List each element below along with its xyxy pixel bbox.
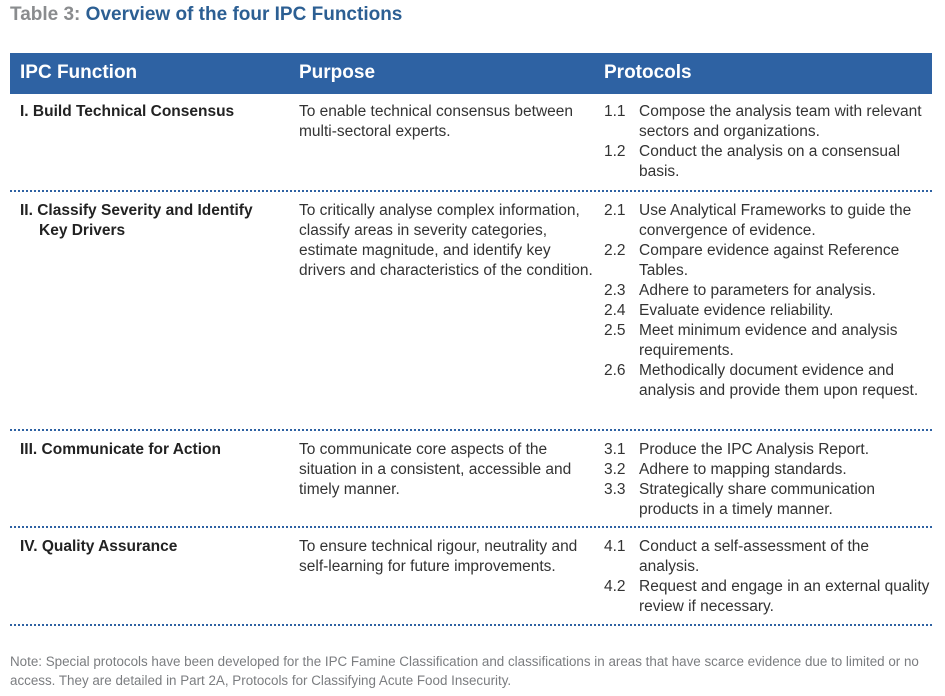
row-divider bbox=[10, 429, 932, 431]
protocol-text: Adhere to parameters for analysis. bbox=[639, 282, 876, 299]
function-name: I. Build Technical Consensus bbox=[20, 103, 235, 120]
protocol-text: Produce the IPC Analysis Report. bbox=[639, 441, 870, 458]
protocol-item bbox=[604, 440, 930, 460]
protocol-text: Adhere to mapping standards. bbox=[639, 461, 847, 478]
protocols-cell bbox=[604, 440, 930, 520]
function-cell bbox=[20, 201, 282, 241]
protocol-number: 2.4 bbox=[604, 302, 626, 319]
protocol-number: 2.5 bbox=[604, 322, 626, 339]
protocol-text: Compare evidence against Reference Tables. bbox=[639, 242, 900, 279]
protocol-number: 2.6 bbox=[604, 362, 626, 379]
header-ipc-function: IPC Function bbox=[20, 62, 138, 83]
protocol-number: 2.1 bbox=[604, 202, 626, 219]
function-cell bbox=[20, 537, 282, 557]
protocol-item bbox=[604, 301, 930, 321]
protocol-text: Use Analytical Frameworks to guide the convergence of evidence. bbox=[639, 202, 912, 239]
protocol-number: 3.2 bbox=[604, 461, 626, 478]
table-header bbox=[10, 53, 932, 94]
protocol-item bbox=[604, 361, 930, 401]
protocol-item bbox=[604, 537, 930, 577]
header-purpose: Purpose bbox=[299, 62, 376, 83]
protocol-item bbox=[604, 577, 930, 617]
purpose-cell: To communicate core aspects of the situation in a consistent, accessible and timely manner. bbox=[299, 441, 572, 498]
protocol-item bbox=[604, 281, 930, 301]
protocol-item bbox=[604, 201, 930, 241]
protocols-cell bbox=[604, 102, 930, 182]
protocol-text: Methodically document evidence and analysis and provide them upon request. bbox=[639, 362, 919, 399]
protocol-text: Meet minimum evidence and analysis requirements. bbox=[639, 322, 898, 359]
table-number: Table 3: bbox=[10, 4, 81, 25]
protocol-item bbox=[604, 460, 930, 480]
protocol-text: Strategically share communication products in a timely manner. bbox=[639, 481, 876, 518]
protocol-number: 3.1 bbox=[604, 441, 626, 458]
protocol-text: Compose the analysis team with relevant sectors and organizations. bbox=[639, 103, 922, 140]
function-name: II. Classify Severity and Identify bbox=[20, 202, 253, 219]
purpose-cell: To critically analyse complex information, classify areas in severity categories, estimate magnitude, and identify key drivers and characteristics of the condition. bbox=[299, 202, 593, 279]
purpose-cell: To ensure technical rigour, neutrality and self-learning for future improvements. bbox=[299, 538, 578, 575]
protocol-number: 2.2 bbox=[604, 242, 626, 259]
header-protocols: Protocols bbox=[604, 62, 692, 83]
protocol-item bbox=[604, 241, 930, 281]
protocol-number: 1.1 bbox=[604, 103, 626, 120]
function-name: III. Communicate for Action bbox=[20, 441, 221, 458]
table-note: Note: Special protocols have been developed for the IPC Famine Classification and classifications in areas that have scarce evidence due to limited or no access. They are detailed in Part 2A, Protocols for Classifying Acute Food Insecurity. bbox=[10, 654, 919, 688]
row-divider bbox=[10, 624, 932, 626]
protocol-item bbox=[604, 321, 930, 361]
row-divider bbox=[10, 190, 932, 192]
function-cell bbox=[20, 102, 282, 122]
protocol-text: Conduct a self-assessment of the analysis. bbox=[639, 538, 870, 575]
protocol-number: 3.3 bbox=[604, 481, 626, 498]
protocol-number: 4.1 bbox=[604, 538, 626, 555]
function-name-line2: Key Drivers bbox=[39, 222, 126, 239]
protocol-text: Conduct the analysis on a consensual basis. bbox=[639, 143, 901, 180]
function-name: IV. Quality Assurance bbox=[20, 538, 178, 555]
protocol-item bbox=[604, 480, 930, 520]
table-title-text: Overview of the four IPC Functions bbox=[85, 4, 403, 25]
protocols-cell bbox=[604, 537, 930, 617]
purpose-cell: To enable technical consensus between multi-sectoral experts. bbox=[299, 103, 574, 140]
row-divider bbox=[10, 526, 932, 528]
protocols-cell bbox=[604, 201, 930, 401]
protocol-number: 4.2 bbox=[604, 578, 626, 595]
protocol-item bbox=[604, 142, 930, 182]
protocol-number: 1.2 bbox=[604, 143, 626, 160]
protocol-number: 2.3 bbox=[604, 282, 626, 299]
protocol-item bbox=[604, 102, 930, 142]
protocol-text: Request and engage in an external quality review if necessary. bbox=[639, 578, 930, 615]
table-title bbox=[10, 4, 402, 32]
protocol-text: Evaluate evidence reliability. bbox=[639, 302, 834, 319]
function-cell bbox=[20, 440, 282, 460]
